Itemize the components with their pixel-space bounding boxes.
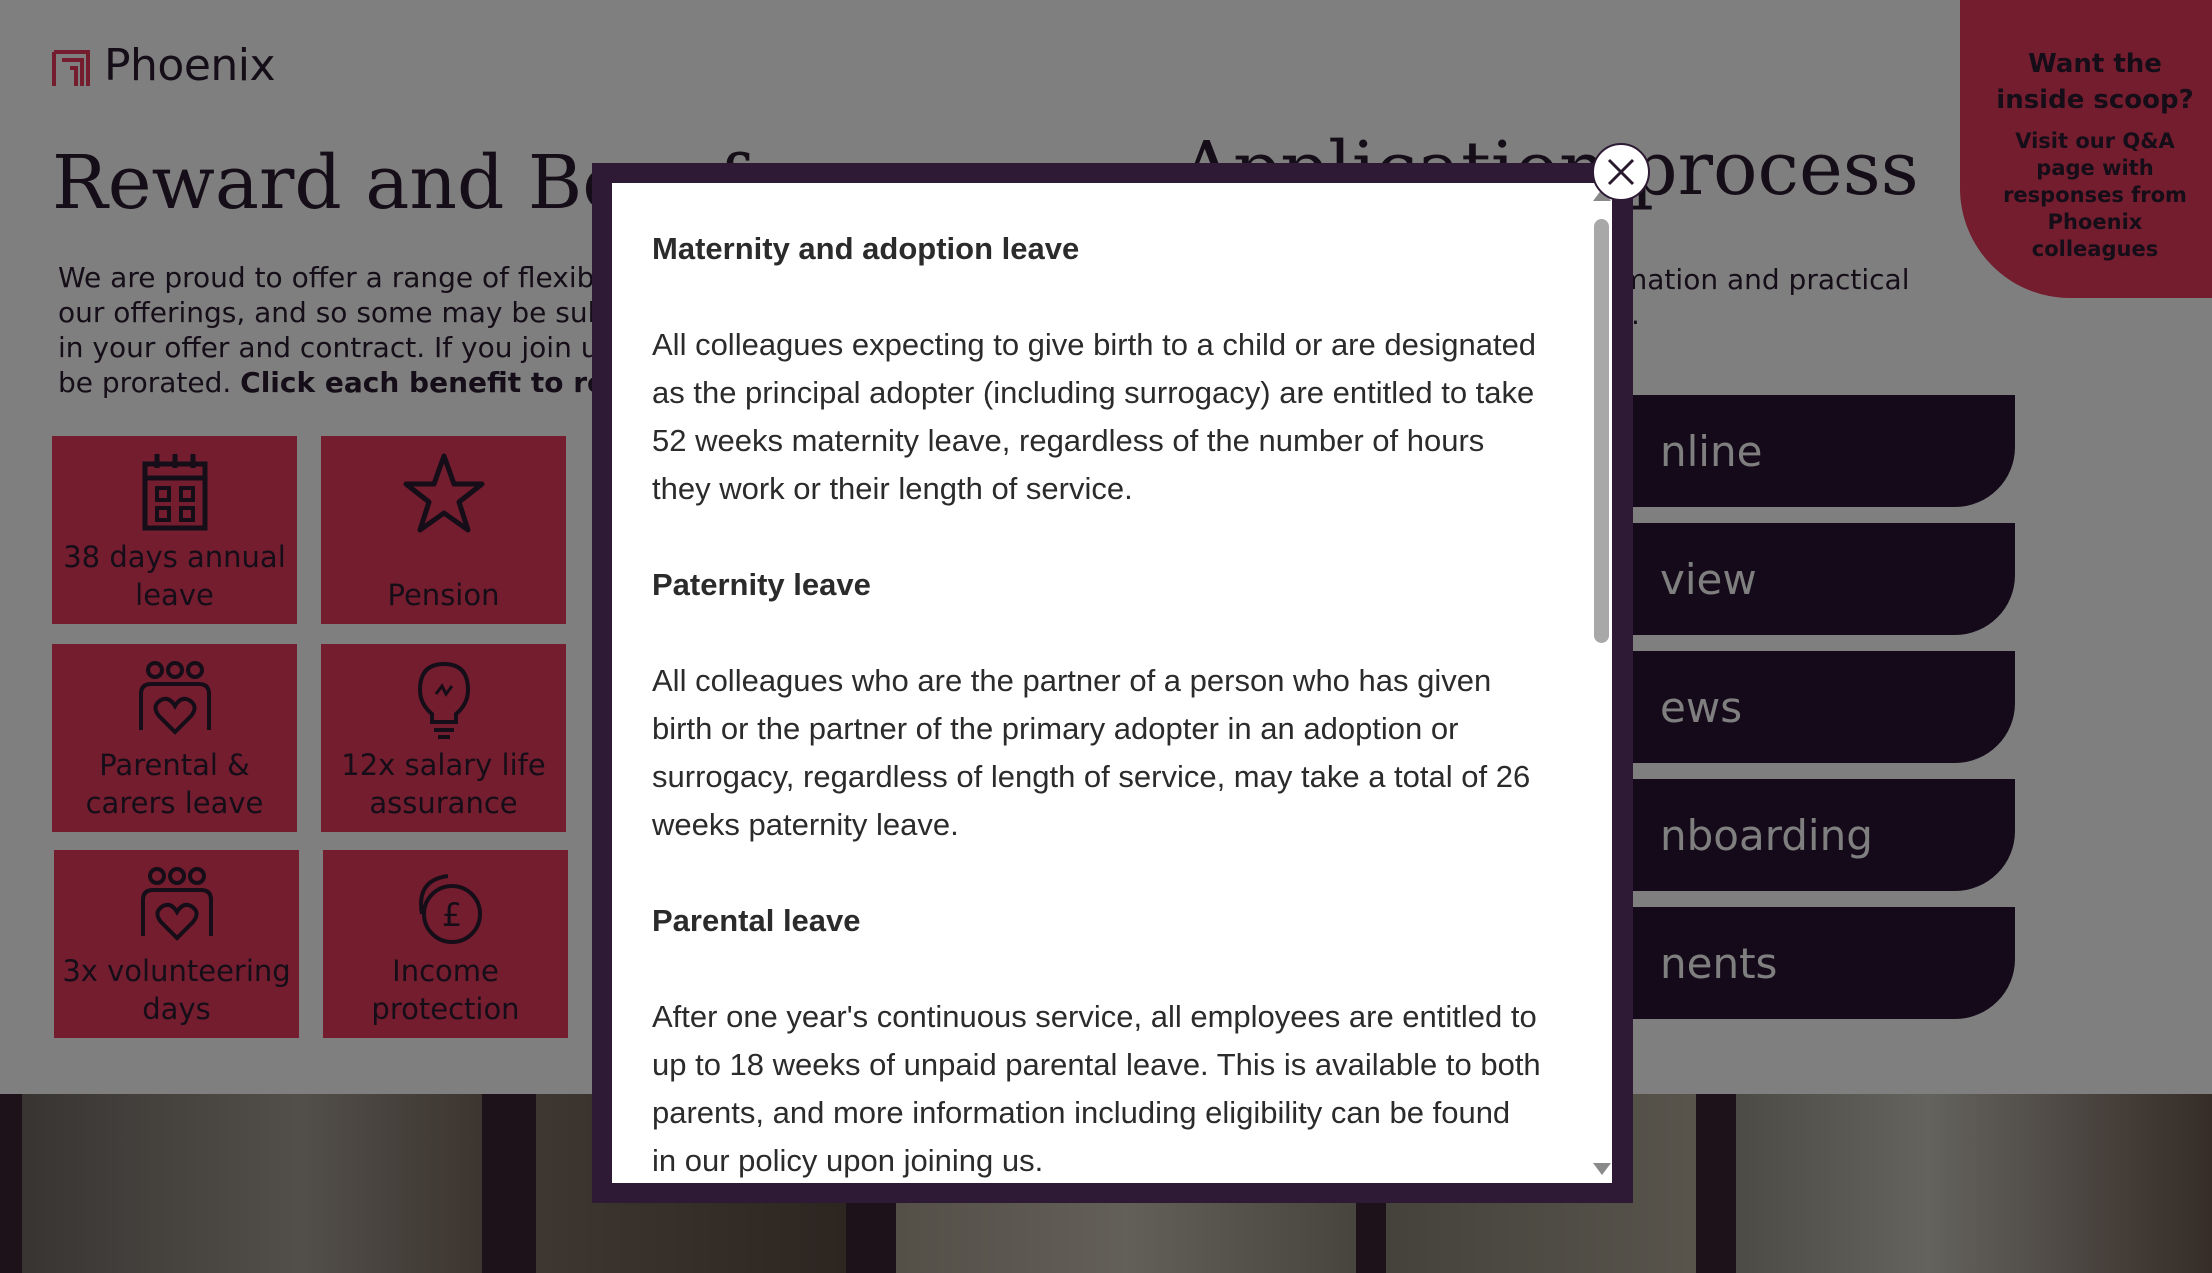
modal-close-button[interactable] [1592, 143, 1650, 201]
parental-text: After one year's continuous service, all employees are entitled to up to 18 weeks of unpaid parental leave. This is available to both parents, and more information including eligibility can be found in our policy upon joining us. [652, 999, 1541, 1178]
maternity-text: All colleagues expecting to give birth to a child or are designated as the principal adopter (including surrogacy) are entitled to take 52 weeks maternity leave, regardless of the number of hours they work or their length of service. [652, 327, 1537, 506]
benefit-modal [592, 163, 1633, 1203]
modal-body [612, 183, 1612, 1183]
scroll-thumb[interactable] [1594, 219, 1609, 643]
maternity-heading: Maternity and adoption leave [652, 231, 1080, 266]
modal-content [652, 225, 1542, 1183]
scroll-down-arrow-icon[interactable] [1593, 1163, 1611, 1175]
modal-scrollbar[interactable] [1590, 183, 1612, 1183]
parental-heading: Parental leave [652, 903, 861, 938]
paternity-text: All colleagues who are the partner of a person who has given birth or the partner of the primary adopter in an adoption or surrogacy, regardless of length of service, may take a total of 26 weeks paternity leave. [652, 663, 1531, 842]
paternity-heading: Paternity leave [652, 567, 871, 602]
close-icon [1606, 157, 1636, 187]
